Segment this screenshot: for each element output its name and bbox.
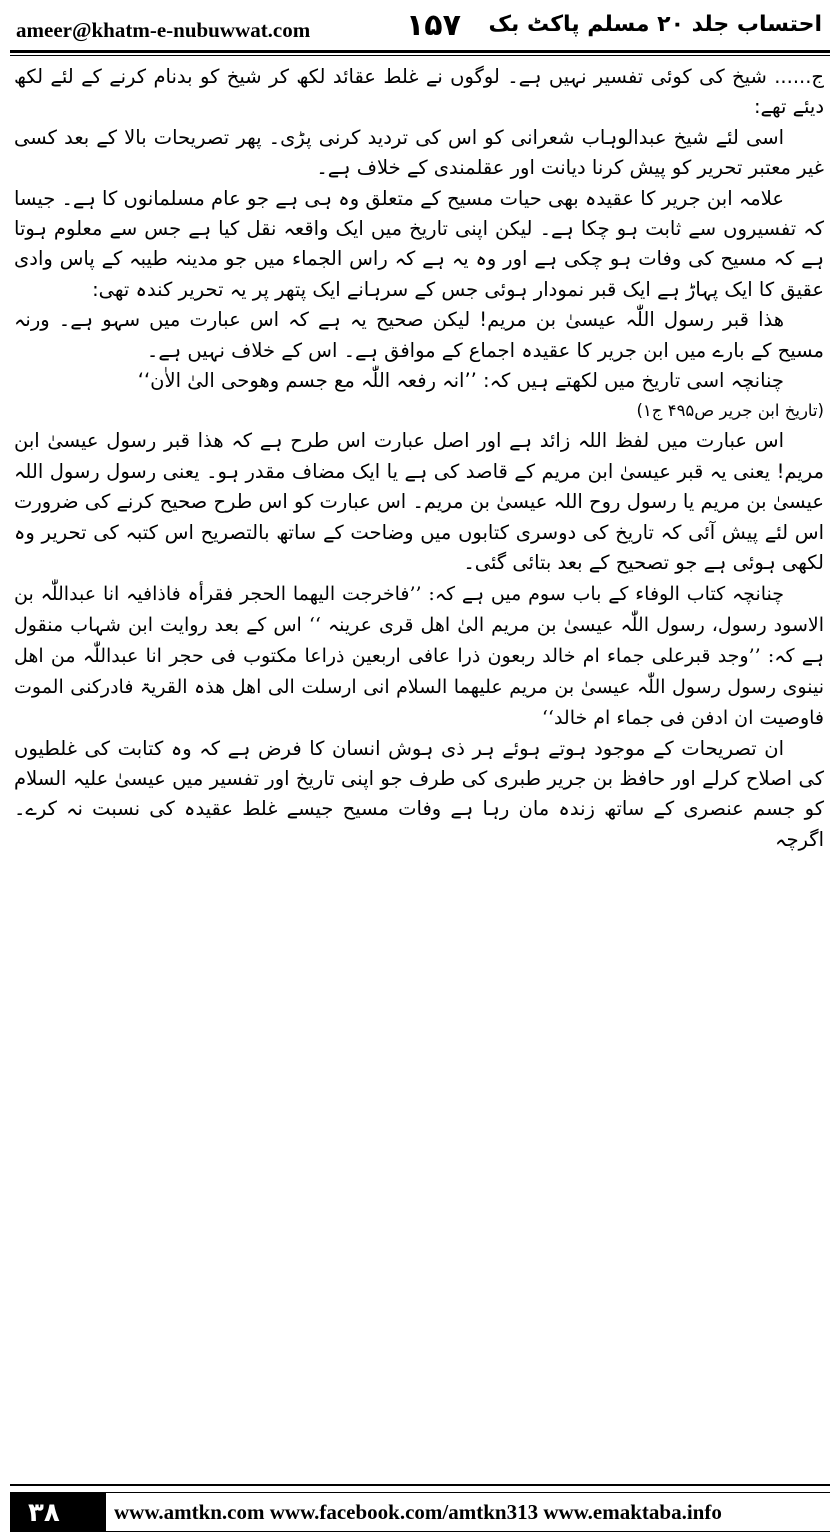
page-footer	[10, 1484, 830, 1534]
paragraph: علامہ ابن جریر کا عقیدہ بھی حیات مسیح کے متعلق وہ ہی ہے جو عام مسلمانوں کا ہے۔ جیسا کہ تفسیروں سے ثابت ہو چکا ہے۔ لیکن اپنی تاریخ میں ایک واقعہ نقل کیا ہے جس سے معلوم ہوتا ہے کہ مسیح کی وفات ہو چکی ہے اور وہ یہ ہے کہ راس الجماء میں جو مدینہ طیبہ کے پاس وادی عقیق کا ایک پہاڑ ہے ایک قبر نمودار ہوئی جس کے سرہانے ایک پتھر پر یہ تحریر کندہ تھی:	[14, 186, 824, 301]
paragraph-answer: ج...... شیخ کی کوئی تفسیر نہیں ہے۔ لوگوں نے غلط عقائد لکھ کر شیخ کو بدنام کرنے کے لئے لکھ دیئے تھے:	[14, 65, 824, 119]
reference-citation: (تاریخ ابن جریر ص۴۹۵ ج۱)	[636, 401, 824, 421]
page-header	[10, 8, 828, 48]
header-email: ameer@khatm-e-nubuwwat.com	[16, 18, 311, 42]
header-rule-thin	[10, 55, 830, 56]
paragraph: ان تصریحات کے موجود ہوتے ہوئے ہر ذی ہوش انسان کا فرض ہے کہ وہ کتابت کی غلطیوں کی اصلاح کرلے اور حافظ بن جریر طبری کی طرف جو اپنی تاریخ اور تفسیر میں عیسیٰ علیہ السلام کو جسم عنصری کے ساتھ زندہ مان رہا ہے وفات مسیح جیسے غلط عقیدہ کی نسبت نہ کرے۔ اگرچہ	[14, 736, 824, 851]
footer-bar	[10, 1492, 830, 1532]
paragraph: چنانچہ اسی تاریخ میں لکھتے ہیں کہ: ’’انہ رفعہ اللّٰہ مع جسم وھوحی الیٰ الاٰن‘‘	[137, 369, 784, 393]
paragraph: ھذا قبر رسول اللّٰہ عیسیٰ بن مریم! لیکن صحیح یہ ہے کہ اس عبارت میں سہو ہے۔ ورنہ مسیح کے بارے میں ابن جریر کا عقیدہ اجماع کے موافق ہے۔ اس کے خلاف نہیں ہے۔	[14, 308, 824, 362]
footer-rule	[10, 1484, 830, 1486]
header-rule	[10, 50, 830, 53]
paragraph: اس عبارت میں لفظ اللہ زائد ہے اور اصل عبارت اس طرح ہے کہ ھذا قبر رسول عیسیٰ ابن مریم! یعنی یہ قبر عیسیٰ ابن مریم کے قاصد کی ہے یا ایک مضاف مقدر ہو۔ یعنی رسول رسول اللہ عیسیٰ بن مریم یا رسول روح اللہ عیسیٰ بن مریم۔ اس عبارت کو اس طرح صحیح کرنے کی ضرورت اس لئے پیش آئی کہ تاریخ کی دوسری کتابوں میں وضاحت کے ساتھ بالتصریح اس کتبہ کی تحریر وہ لکھی ہوئی ہے جو تصحیح کے بعد بتائی گئی۔	[14, 429, 824, 575]
paragraph-arabic-quote: چنانچہ کتاب الوفاء کے باب سوم میں ہے کہ: ’’فاخرجت الیھما الحجر فقرأہ فاذافیہ انا عبداللّٰہ بن الاسود رسول، رسول اللّٰہ عیسیٰ بن مریم الیٰ اھل قری عرینہ ‘‘ اس کے بعد روایت ابن شہاب منقول ہے کہ: ’’وجد قبرعلی جماء ام خالد ربعون ذرا عافی اربعین ذراعا مکتوب فی حجر انا عبداللّٰہ من اھل نینوی رسول رسول اللّٰہ عیسیٰ بن مریم علیھما السلام انی ارسلت الی اھل ھذہ القریۃ فادرکنی الموت فاوصیت ان ادفن فی جماء ام خالد‘‘	[14, 582, 824, 729]
footer-urls: www.amtkn.com www.facebook.com/amtkn313 www.emaktaba.info	[106, 1493, 834, 1531]
paragraph: اسی لئے شیخ عبدالوہاب شعرانی کو اس کی تردید کرنی پڑی۔ پھر تصریحات بالا کے بعد کسی غیر معتبر تحریر کو پیش کرنا دیانت اور عقلمندی کے خلاف ہے۔	[14, 125, 824, 180]
footer-page-number: ۳۸	[28, 1498, 60, 1528]
page-body	[14, 62, 824, 1470]
header-book-title: احتساب جلد ۲۰ مسلم پاکٹ بک	[488, 12, 822, 37]
header-page-number: ۱۵۷	[406, 8, 461, 43]
